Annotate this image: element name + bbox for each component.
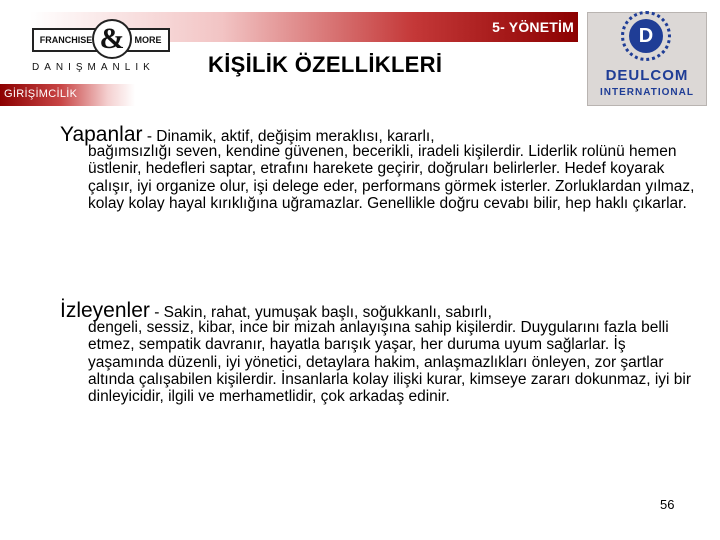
- logo-company-subtitle: INTERNATIONAL: [600, 87, 694, 98]
- logo-word-left: FRANCHISE: [32, 28, 100, 52]
- logo-emblem-letter: D: [638, 25, 654, 47]
- paragraph-term: İzleyenler: [60, 299, 150, 322]
- paragraph-yapanlar: [60, 123, 700, 212]
- section-label: 5- YÖNETİM: [492, 19, 574, 35]
- paragraph-body: dengeli, sessiz, kibar, ince bir mizah anlayışına sahip kişilerdir. Duygularını fazla belli etmez, sempatik davranır, hayatla barışık yaşar, her duruma uyum sağlarlar. İş yaşamında düzenli, iyi yönetici, detaylara hakim, anlaşmazlıkları önleyen, zor şartlar altında çalışabilen kişilerdir. İnsanlarla kolay ilişki kurar, kimseye zararı dokunmaz, iyi bir dinleyicidir, ilgili ve merhametlidir, çok arkadaş edinir.: [88, 319, 692, 406]
- paragraph-body: bağımsızlığı seven, kendine güvenen, becerikli, iradeli kişilerdir. Liderlik rolünü hemen üstlenir, hedefleri saptar, etrafını harekete geçirir, doğruları belirlerler. Hedef koyarak çalışır, iyi organize olur, işi delege eder, performans görmek isterler. Zorluklardan yılmaz, kolay kolay hayal kırıklığına uğramazlar. Genellikle doğru cevabı bilir, hep haklı çıkarlar.: [88, 143, 695, 212]
- logo-subtitle: DANIŞMANLIK: [32, 62, 155, 73]
- paragraph-term: Yapanlar: [60, 123, 143, 146]
- logo-emblem-icon: [629, 19, 663, 53]
- logo-word-right: MORE: [126, 28, 170, 52]
- paragraph-intro: - Dinamik, aktif, değişim meraklısı, kararlı,: [142, 128, 435, 145]
- paragraph-intro: - Sakin, rahat, yumuşak başlı, soğukkanlı, sabırlı,: [149, 304, 492, 321]
- franchise-more-logo: [24, 22, 164, 78]
- page-title: KİŞİLİK ÖZELLİKLERİ: [208, 52, 443, 77]
- category-band: [0, 84, 135, 106]
- paragraph-izleyenler: [60, 299, 700, 406]
- category-label: GİRİŞİMCİLİK: [4, 88, 78, 100]
- logo-company-name: DEULCOM: [605, 67, 689, 84]
- deulcom-logo: [587, 12, 707, 106]
- page-number: 56: [660, 497, 675, 512]
- logo-ampersand: &: [92, 19, 132, 59]
